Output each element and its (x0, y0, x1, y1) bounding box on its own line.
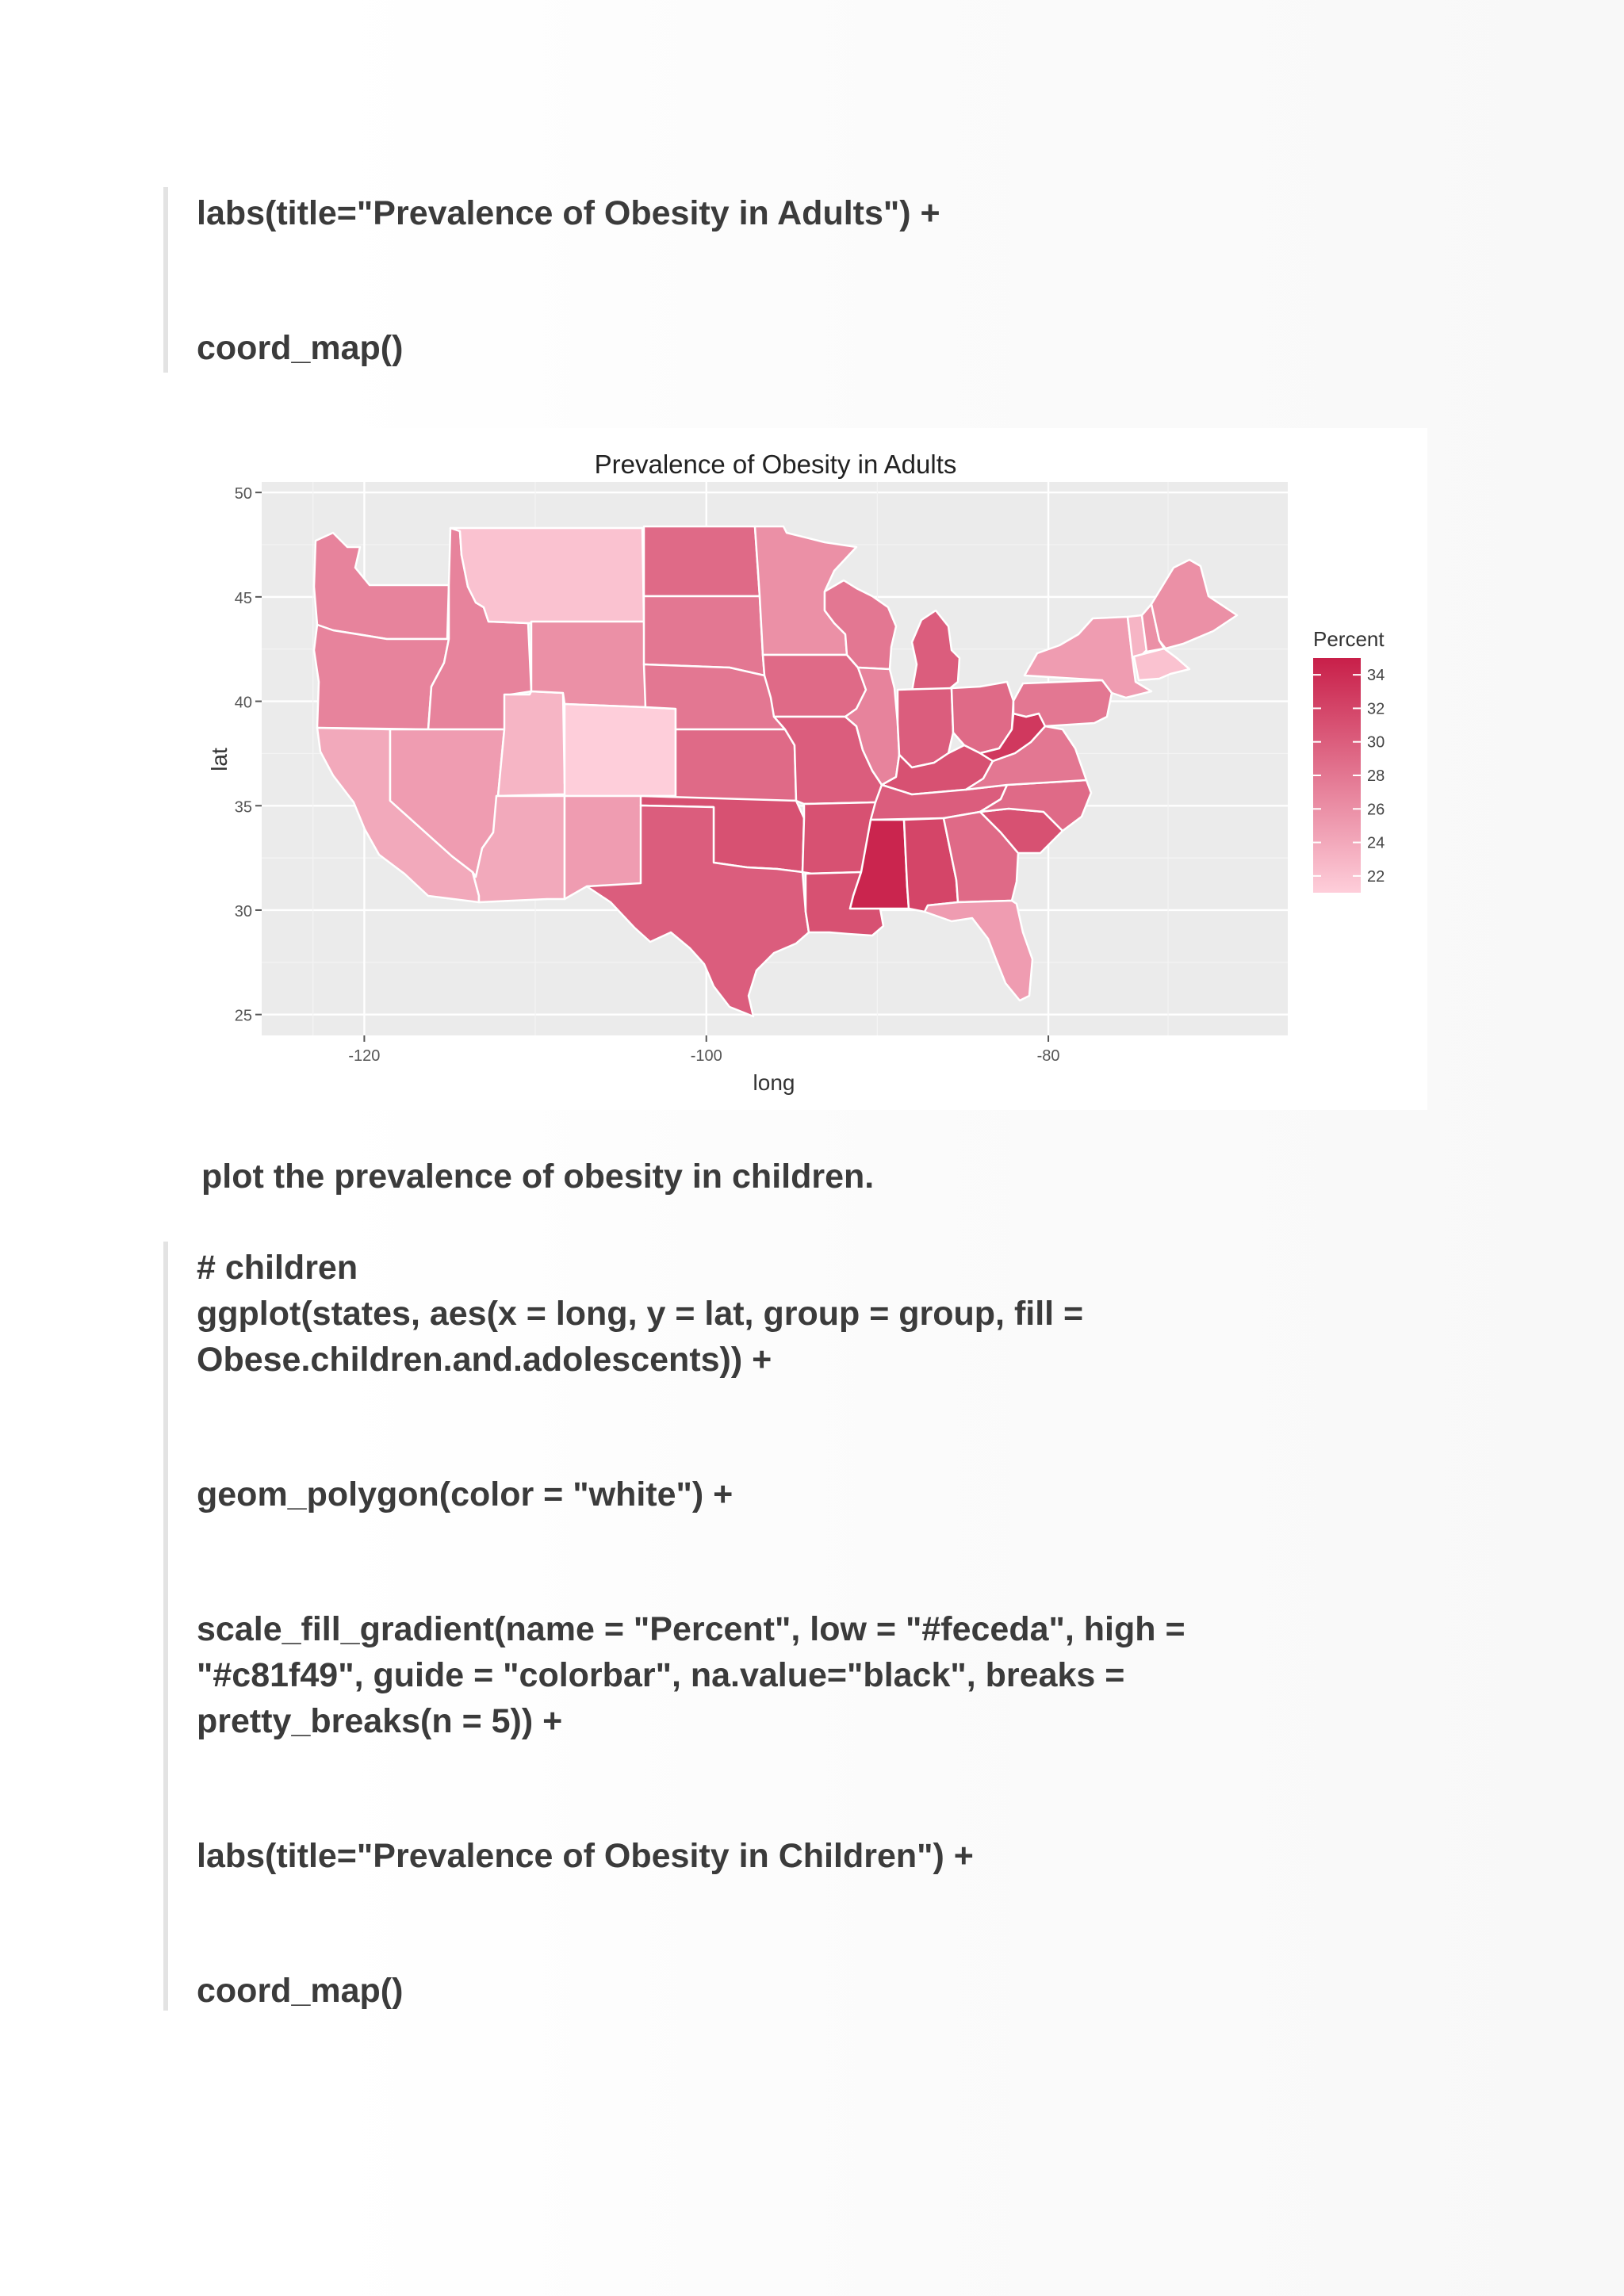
code-line: coord_map() (197, 1972, 404, 2010)
code-line: labs(title="Prevalence of Obesity in Children") + (197, 1837, 974, 1875)
y-tick-label: 45 (234, 589, 252, 607)
state-colorado (565, 704, 676, 796)
state-north-dakota (644, 526, 760, 596)
state-kansas (676, 729, 796, 801)
state-iowa (763, 655, 866, 717)
code-block-adults (163, 187, 940, 373)
state-south-dakota (644, 596, 764, 675)
legend-tick-label: 28 (1367, 767, 1385, 785)
paragraph-children-intro: plot the prevalence of obesity in children. (201, 1158, 875, 1196)
legend-tick-label: 34 (1367, 667, 1385, 685)
legend-tick-label: 26 (1367, 801, 1385, 819)
x-tick-label: -80 (1036, 1047, 1060, 1065)
code-block-children (163, 1242, 1185, 2011)
code-line: ggplot(states, aes(x = long, y = lat, group = group, fill = (197, 1295, 1084, 1333)
obesity-map-figure (190, 428, 1427, 1110)
code-line: coord_map() (197, 329, 404, 367)
legend-tick-label: 32 (1367, 700, 1385, 718)
y-tick-label: 40 (234, 694, 252, 712)
legend-tick-label: 24 (1367, 834, 1385, 852)
legend-tick-label: 30 (1367, 733, 1385, 752)
code-line: labs(title="Prevalence of Obesity in Adults") + (197, 194, 940, 232)
x-tick-label: -100 (690, 1047, 722, 1065)
y-tick-label: 35 (234, 798, 252, 817)
code-line: pretty_breaks(n = 5)) + (197, 1702, 563, 1740)
state-utah (496, 691, 566, 796)
code-line: scale_fill_gradient(name = "Percent", low = "#feceda", high = (197, 1610, 1185, 1648)
y-axis-label: lat (207, 748, 232, 771)
code-line: # children (197, 1249, 358, 1287)
y-tick-label: 50 (234, 485, 252, 503)
y-tick-label: 30 (234, 902, 252, 920)
legend-title: Percent (1313, 627, 1385, 651)
code-line: Obese.children.and.adolescents)) + (197, 1341, 772, 1379)
legend-tick-label: 22 (1367, 867, 1385, 886)
code-line: geom_polygon(color = "white") + (197, 1475, 733, 1513)
chart-title: Prevalence of Obesity in Adults (594, 450, 957, 479)
code-line: "#c81f49", guide = "colorbar", na.value="black", breaks = (197, 1656, 1125, 1694)
y-tick-label: 25 (234, 1007, 252, 1025)
x-axis-label: long (753, 1070, 795, 1095)
x-tick-label: -120 (348, 1047, 381, 1065)
